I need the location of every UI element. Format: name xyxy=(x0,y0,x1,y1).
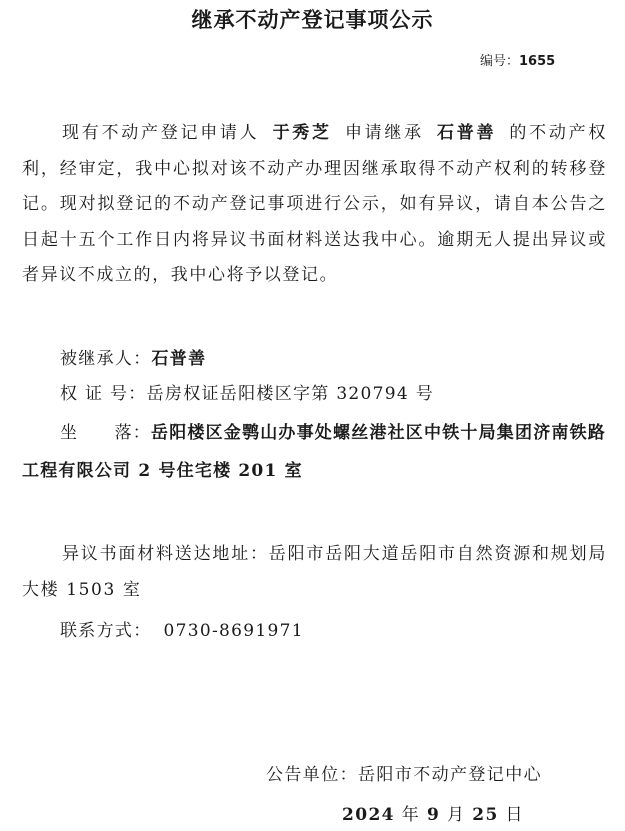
date-year: 2024 xyxy=(342,805,395,825)
certificate-row xyxy=(60,379,434,404)
body-intro: 现有不动产登记申请人 xyxy=(62,123,260,143)
date-month-unit: 月 xyxy=(447,805,466,825)
publisher: 公告单位：岳阳市不动产登记中心 xyxy=(266,765,542,785)
certificate-label: 权 证 号： xyxy=(60,384,147,404)
heir-value: 石普善 xyxy=(151,349,207,369)
heir-row xyxy=(60,344,206,369)
notice-body xyxy=(22,116,607,294)
location-label: 坐 落： xyxy=(60,423,151,443)
certificate-value: 岳房权证岳阳楼区字第 320794 号 xyxy=(146,384,435,404)
number-label: 编号： xyxy=(480,54,520,69)
body-middle: 申请继承 xyxy=(343,123,424,143)
location-value: 岳阳楼区金鹗山办事处螺丝港社区中铁十局集团济南铁路工程有限公司 2 号住宅楼 201 室 xyxy=(22,423,606,481)
location-row xyxy=(22,414,607,490)
contact-label: 联系方式： xyxy=(60,621,152,641)
notice-number xyxy=(480,50,555,69)
heir-label: 被继承人： xyxy=(60,349,152,369)
date-day: 25 xyxy=(472,805,499,825)
decedent-name: 石普善 xyxy=(435,123,497,143)
number-value: 1655 xyxy=(519,54,556,69)
date-day-unit: 日 xyxy=(505,805,524,825)
date-year-unit: 年 xyxy=(401,805,421,825)
applicant-name: 于秀芝 xyxy=(271,123,332,143)
contact-row xyxy=(60,616,304,641)
objection-address: 异议书面材料送达地址：岳阳市岳阳大道岳阳市自然资源和规划局大楼 1503 室 xyxy=(22,544,607,600)
contact-value: 0730-8691971 xyxy=(163,621,304,641)
notice-date xyxy=(342,800,524,825)
date-month: 9 xyxy=(426,805,441,825)
notice-title: 继承不动产登记事项公示 xyxy=(191,8,434,32)
body-rest: 的不动产权利，经审定，我中心拟对该不动产办理因继承取得不动产权利的转移登记。现对拟登记的不动产登记事项进行公示，如有异议，请自本公告之日起十五个工作日内将异议书面材料送达我中心。逾期无人提出异议或者异议不成立的，我中心将予以登记。 xyxy=(22,123,607,285)
